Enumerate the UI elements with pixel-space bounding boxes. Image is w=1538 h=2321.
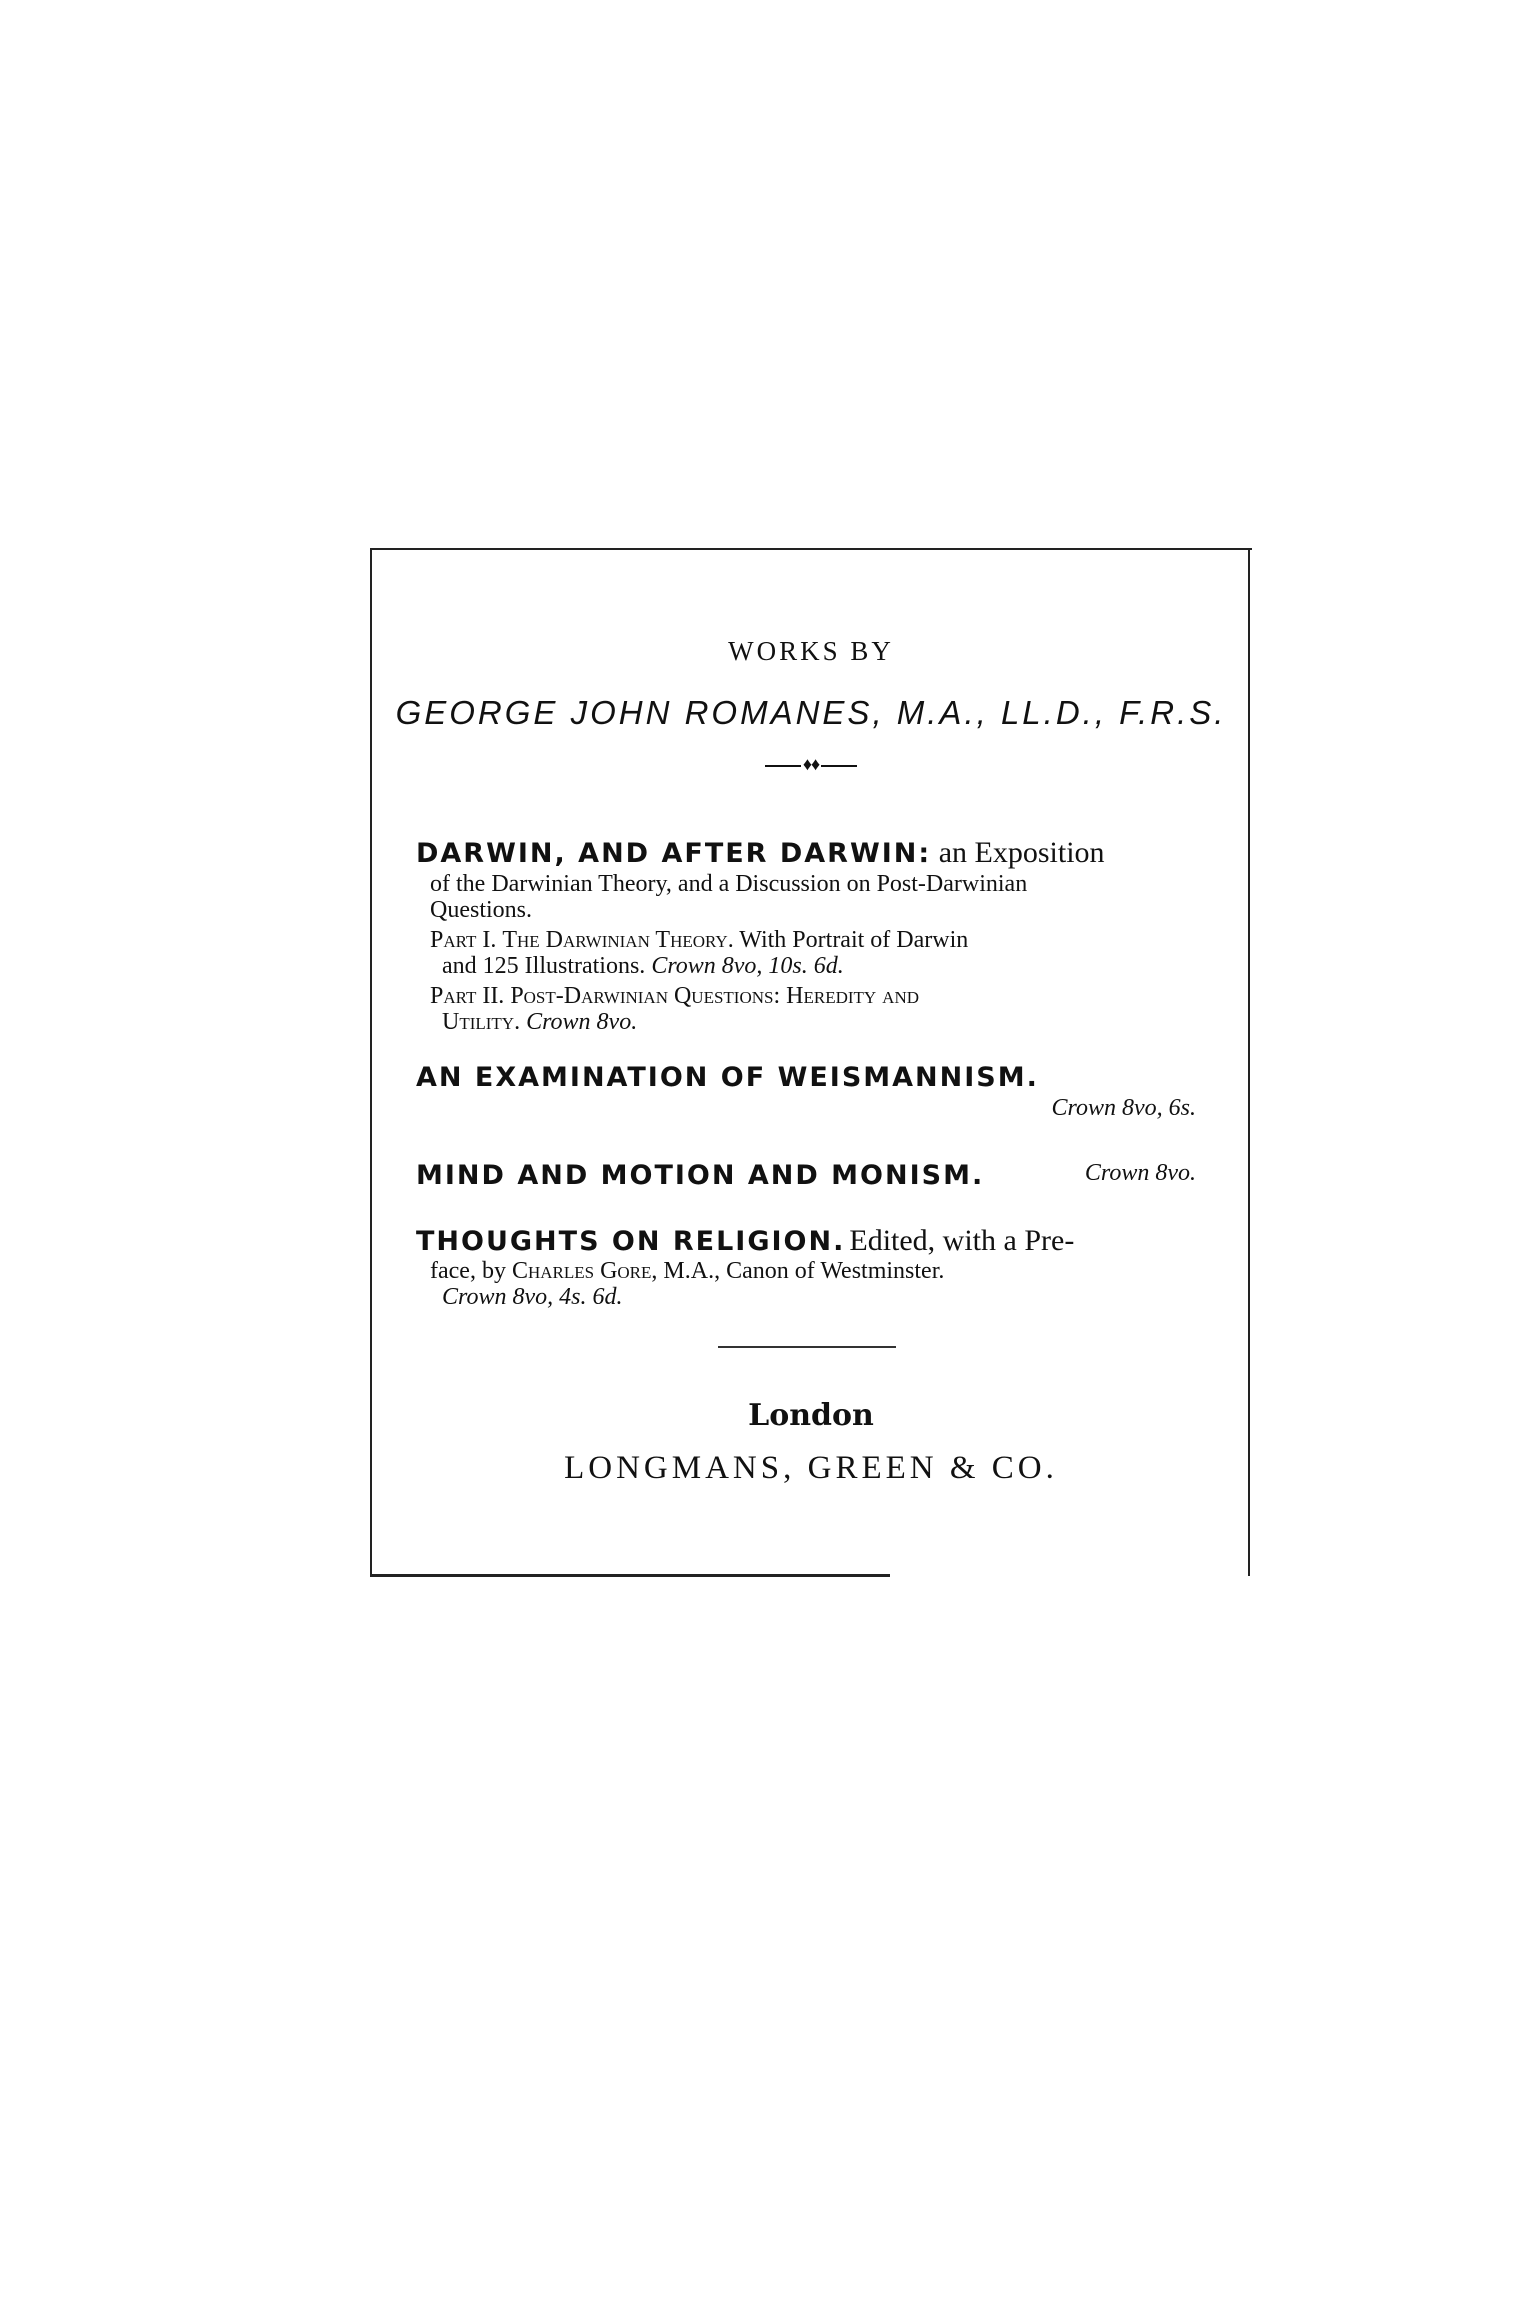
- entry-mind-motion: [416, 1160, 1196, 1191]
- part-one-cont: and 125 Illustrations. Crown 8vo, 10s. 6d.: [442, 953, 844, 979]
- entry-subtitle: Edited, with a Pre-: [849, 1224, 1075, 1257]
- entry-price: Crown 8vo.: [1084, 1160, 1196, 1186]
- entry-description-cont: Questions.: [430, 897, 532, 923]
- author-name: GEORGE JOHN ROMANES, M.A., LL.D., F.R.S.: [395, 694, 1227, 731]
- entry-darwin: [416, 836, 1196, 1035]
- entry-price: Crown 8vo, 6s.: [1051, 1095, 1196, 1121]
- entry-description: face, by Charles Gore, M.A., Canon of Westminster.: [430, 1258, 945, 1284]
- entry-title: MIND AND MOTION AND MONISM.: [416, 1160, 985, 1191]
- imprint-city: London: [748, 1398, 874, 1433]
- entry-title: AN EXAMINATION OF WEISMANNISM.: [416, 1062, 1039, 1093]
- entry-subtitle: an Exposition: [938, 836, 1105, 869]
- entry-title: THOUGHTS ON RELIGION.: [416, 1226, 846, 1257]
- ornament-divider: ♦♦: [370, 754, 1252, 775]
- entry-weismannism: [416, 1062, 1196, 1121]
- frame-bottom-rule: [370, 1574, 890, 1577]
- frame-top-rule: [370, 548, 1252, 550]
- entry-title: DARWIN, AND AFTER DARWIN:: [416, 838, 932, 869]
- entry-price: Crown 8vo, 4s. 6d.: [442, 1284, 623, 1310]
- works-by-heading: WORKS BY: [728, 636, 894, 666]
- section-divider: [718, 1346, 896, 1348]
- part-two: Part II. Post-Darwinian Questions: Heredity and: [430, 983, 920, 1009]
- entry-religion: [416, 1224, 1196, 1310]
- part-two-cont: Utility. Crown 8vo.: [442, 1009, 638, 1035]
- publisher-name: LONGMANS, GREEN & CO.: [564, 1450, 1058, 1486]
- entry-description: of the Darwinian Theory, and a Discussion on Post-Darwinian: [430, 871, 1028, 897]
- part-one: Part I. The Darwinian Theory. With Portrait of Darwin: [430, 927, 969, 953]
